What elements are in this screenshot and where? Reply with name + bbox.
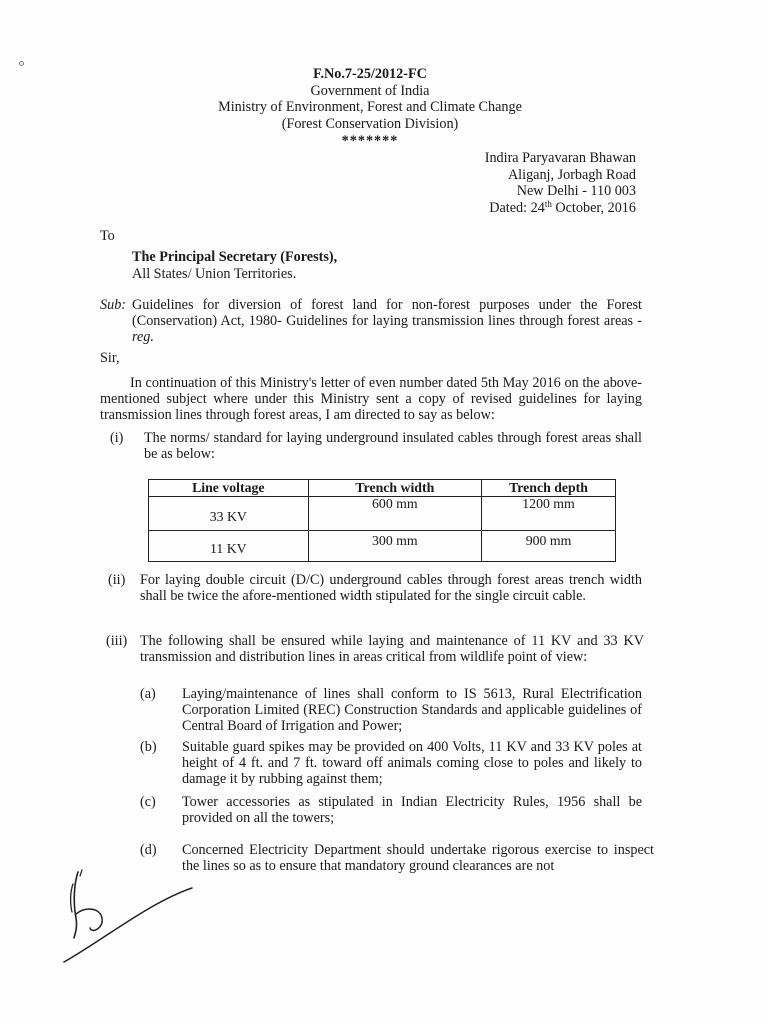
scan-speck	[19, 61, 24, 66]
point-ii-number: (ii)	[108, 572, 126, 588]
table-header-cell: Trench depth	[482, 480, 616, 497]
point-ii-text: For laying double circuit (D/C) underground cables through forest areas trench width shall be twice the afore-mentioned width stipulated for the single circuit cable.	[140, 572, 642, 604]
file-number: F.No.7-25/2012-FC	[313, 66, 427, 82]
subpoint-b-text: Suitable guard spikes may be provided on 400 Volts, 11 KV and 33 KV poles at height of 4 ft. and 7 ft. toward off animals coming close to poles and likely to damage it by rubbing against them;	[182, 739, 642, 787]
separator-stars: *******	[341, 133, 399, 149]
subject-text: Guidelines for diversion of forest land for non-forest purposes under the Forest (Conservation) Act, 1980- Guidelines for laying transmission lines through forest areas -	[132, 297, 642, 329]
letter-header	[150, 66, 590, 150]
address-line-3: New Delhi - 110 003	[516, 183, 636, 199]
subject-block	[100, 297, 642, 345]
subject-reg: reg.	[132, 329, 154, 345]
subject-label: Sub:	[100, 297, 127, 313]
date-superscript: th	[544, 198, 552, 209]
table-cell: 900 mm	[482, 531, 616, 562]
government-name: Government of India	[310, 82, 430, 99]
date-suffix: October, 2016	[551, 199, 636, 216]
table-cell: 11 KV	[149, 531, 309, 562]
to-label: To	[100, 228, 115, 244]
date-prefix: Dated: 24	[489, 199, 545, 216]
point-iii-number: (iii)	[106, 633, 128, 649]
subpoint-c-number: (c)	[140, 794, 156, 810]
subpoint-d-text: Concerned Electricity Department should undertake rigorous exercise to inspect the lines so as to ensure that mandatory ground clearances are not	[182, 842, 654, 874]
recipient-line-2: All States/ Union Territories.	[132, 265, 297, 282]
signature	[60, 862, 210, 972]
sender-address	[440, 150, 636, 216]
address-line-1: Indira Paryavaran Bhawan	[484, 150, 636, 166]
table-cell: 300 mm	[308, 531, 481, 562]
subpoint-d-number: (d)	[140, 842, 157, 858]
table-header-row	[149, 480, 616, 497]
table-header-cell: Line voltage	[149, 480, 309, 497]
recipient-title: The Principal Secretary (Forests),	[132, 249, 338, 265]
recipient-block	[132, 249, 337, 282]
table-row	[149, 531, 616, 562]
letter-date	[440, 200, 636, 217]
point-iii-text: The following shall be ensured while laying and maintenance of 11 KV and 33 KV transmission and distribution lines in areas critical from wildlife point of view:	[140, 633, 644, 665]
point-i-text: The norms/ standard for laying underground insulated cables through forest areas shall be as below:	[144, 430, 642, 462]
table-cell: 1200 mm	[482, 497, 616, 531]
subpoint-c-text: Tower accessories as stipulated in Indian Electricity Rules, 1956 shall be provided on all the towers;	[182, 794, 642, 826]
subpoint-a-number: (a)	[140, 686, 156, 702]
table-cell: 600 mm	[308, 497, 481, 531]
salutation: Sir,	[100, 350, 120, 366]
subpoint-b-number: (b)	[140, 739, 157, 755]
subject-text-wrap	[132, 297, 642, 345]
cable-norms-table	[148, 479, 616, 562]
subpoint-a-text: Laying/maintenance of lines shall conform to IS 5613, Rural Electrification Corporation Limited (REC) Construction Standards and applicable guidelines of Central Board of Irrigation and Power;	[182, 686, 642, 734]
table-cell: 33 KV	[149, 497, 309, 531]
point-i-number: (i)	[110, 430, 124, 446]
intro-paragraph: In continuation of this Ministry's letter of even number dated 5th May 2016 on the above-mentioned subject where under this Ministry sent a copy of revised guidelines for laying transmission lines through forest areas, I am directed to say as below:	[100, 375, 642, 423]
table-header-cell: Trench width	[308, 480, 481, 497]
division-name: (Forest Conservation Division)	[281, 115, 459, 132]
table-row	[149, 497, 616, 531]
ministry-name: Ministry of Environment, Forest and Climate Change	[218, 99, 522, 115]
address-line-2: Aliganj, Jorbagh Road	[507, 166, 636, 183]
